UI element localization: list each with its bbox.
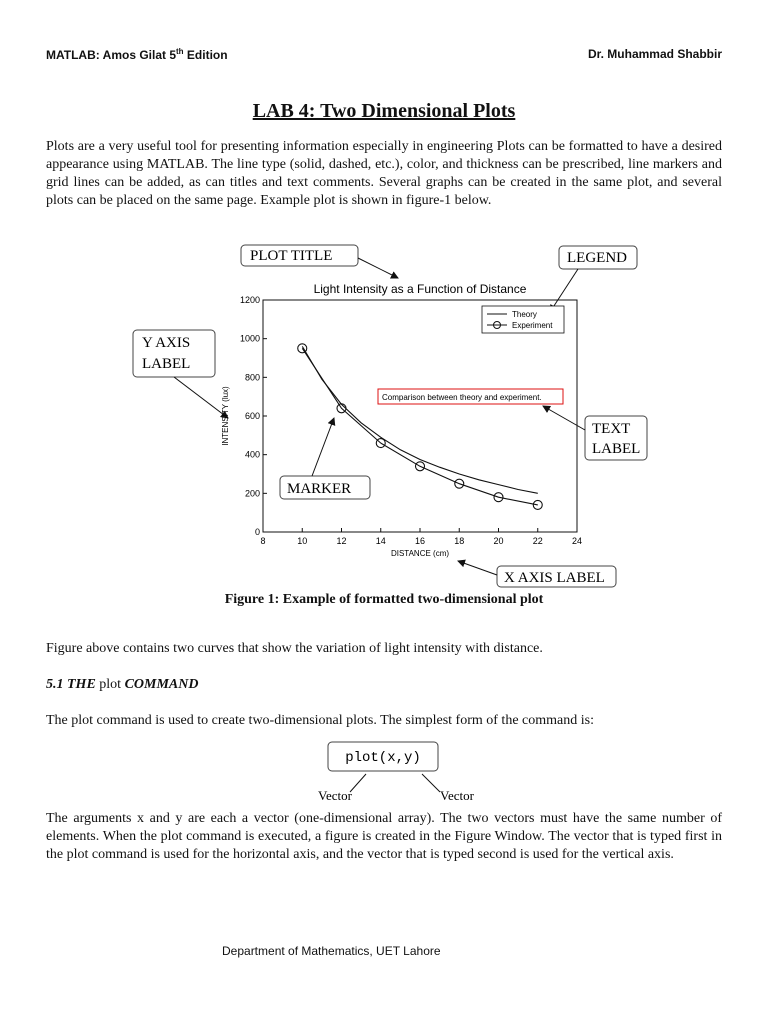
header-right: Dr. Muhammad Shabbir [587,47,722,61]
callout-legend-text: LEGEND [567,250,627,266]
x-tick-label: 10 [297,536,308,546]
y-tick-label: 600 [244,411,260,421]
y-axis-label: INTENSITY (lux) [221,386,230,446]
figure-caption: Figure 1: Example of formatted two-dimensional plot [224,592,544,607]
y-tick-label: 1000 [239,333,260,344]
chart-annotation [378,389,563,404]
command-code: plot(x,y) [345,750,421,766]
intro-paragraph: Plots are a very useful tool for presenting information especially in engineering Plots can be formatted to have a desired appearance using MATLAB. The line type (solid, dashed, etc.), color, and thickness can be prescribed, line markers and grid lines can be added, as can titles and text comments. Several graphs can be created in the same plot, and several plots can be placed on the same page. Example plot is shown in figure-1 below. [46,139,722,208]
arrow-marker [312,418,334,476]
y-tick-label: 0 [254,527,260,537]
header-left: MATLAB: Amos Gilat 5th Edition [46,47,228,62]
after-figure-paragraph: Figure above contains two curves that show the variation of light intensity with distance. [46,641,543,656]
callout-text-label-line2: LABEL [592,441,641,457]
callout-marker-text: MARKER [287,481,352,497]
callout-plot-title-text: PLOT TITLE [250,248,333,264]
command-diagram [0,738,768,808]
arguments-paragraph: The arguments x and y are each a vector (one-dimensional array). The two vectors must have the same number of elements. When the plot command is executed, a figure is created in the Figure Window. The vector that is typed first in the plot command is used for the horizontal axis, and the vector that is typed second is used for the vertical axis. [46,811,722,862]
annotation-text: Comparison between theory and experiment. [382,393,542,402]
arrow-x-axis-label [458,561,497,575]
callout-x-axis-label-text: X AXIS LABEL [504,570,605,586]
x-tick-label: 18 [454,536,465,546]
vector-right-label: Vector [440,788,474,803]
arrow-text-label [543,406,585,430]
x-tick-label: 20 [493,536,504,546]
legend-experiment: Experiment [512,321,553,330]
section-heading: 5.1 THE plot COMMAND [46,677,199,692]
arrow-legend [550,269,578,312]
callout-y-axis-label [133,330,215,377]
callout-text-label-line1: TEXT [592,421,631,437]
y-tick-label: 400 [244,449,260,460]
callout-marker [280,476,370,499]
y-tick-label: 800 [244,372,260,383]
page-title: LAB 4: Two Dimensional Plots [252,100,516,122]
callout-y-axis-label-line2: LABEL [142,356,191,372]
y-tick-label: 200 [244,488,260,499]
plot-intro-paragraph: The plot command is used to create two-dimensional plots. The simplest form of the command is: [46,713,594,728]
light-intensity-chart [221,282,582,558]
callout-plot-title [241,245,358,266]
x-tick-label: 8 [260,536,266,546]
arrow-y-axis-label [174,377,228,418]
x-tick-label: 12 [336,536,347,546]
chart-title: Light Intensity as a Function of Distance [313,282,527,296]
x-tick-label: 22 [532,536,543,546]
vector-left-label: Vector [318,788,352,803]
page-footer: Department of Mathematics, UET Lahore [222,944,441,958]
x-tick-label: 16 [414,536,426,546]
x-axis-label: DISTANCE (cm) [390,549,450,558]
arrow-plot-title [358,258,398,278]
callout-text-label [585,416,647,460]
chart-legend [482,306,564,333]
x-tick-label: 24 [571,536,583,546]
y-tick-label: 1200 [239,295,260,305]
callout-legend [559,246,637,269]
callout-y-axis-label-line1: Y AXIS [142,335,191,351]
legend-theory: Theory [512,310,537,319]
x-tick-label: 14 [375,536,386,546]
callout-x-axis-label [497,566,616,587]
